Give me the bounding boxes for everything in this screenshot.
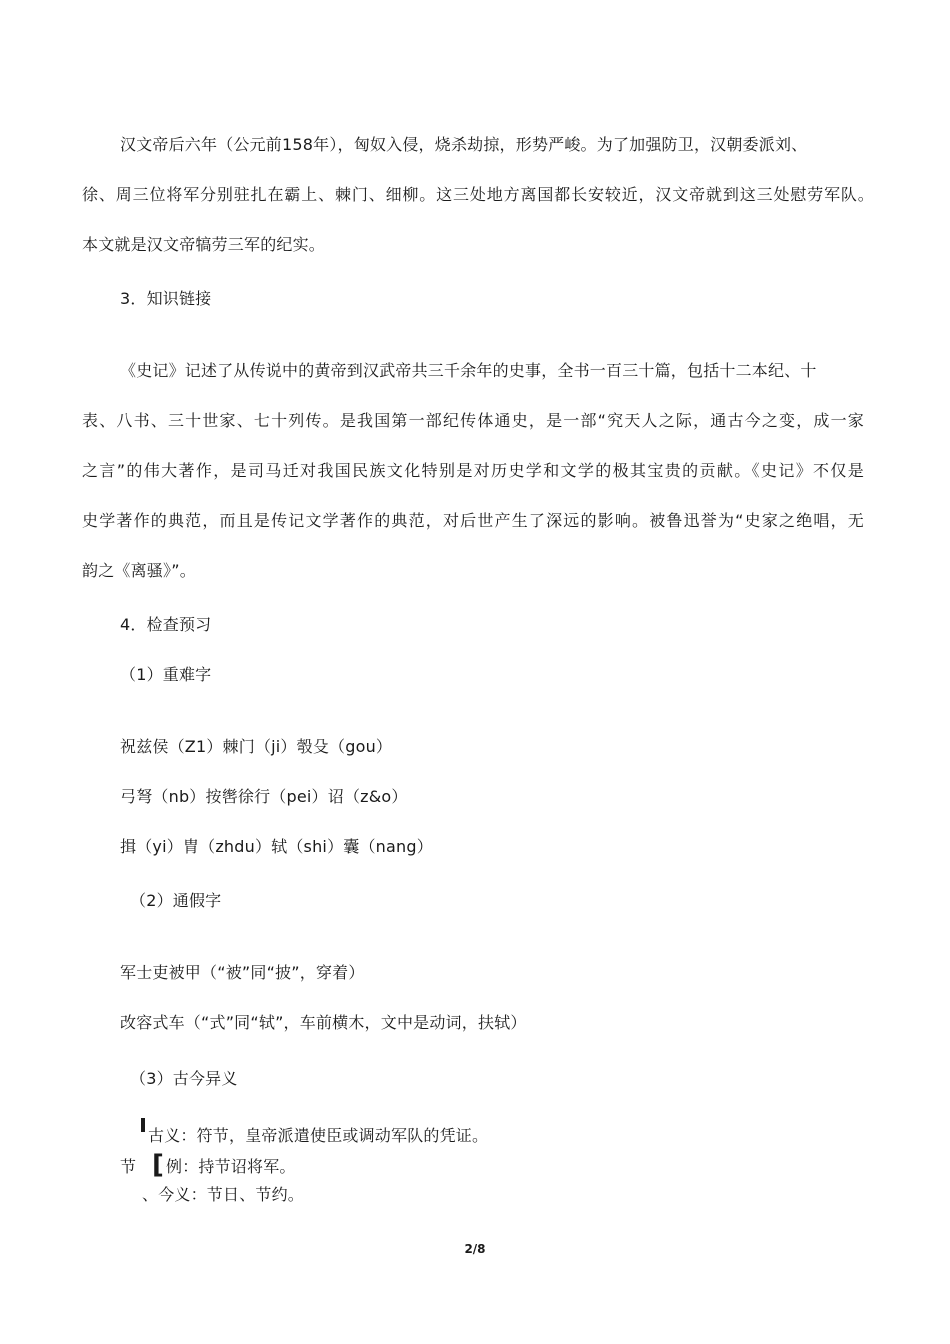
subsection-3-heading: （3）古今异义 bbox=[130, 1069, 238, 1088]
section-3-line-5: 韵之《离骚》”。 bbox=[82, 561, 196, 580]
bracket-glyph: [ bbox=[152, 1150, 164, 1180]
intro-line-2: 徐、周三位将军分别驻扎在霸上、棘门、细柳。这三处地方离国都长安较近，汉文帝就到这三处慰劳军队。 bbox=[82, 185, 874, 204]
term-jie: 节 bbox=[120, 1157, 137, 1176]
subsection-1-heading: （1）重难字 bbox=[120, 665, 212, 684]
intro-line-3: 本文就是汉文帝犒劳三军的纪实。 bbox=[82, 235, 326, 254]
bracket-mark bbox=[141, 1118, 145, 1132]
difficult-chars-row-3: 揖（yi）胄（zhdu）轼（shi）囊（nang） bbox=[120, 837, 433, 856]
section-4-heading: 4．检查预习 bbox=[120, 615, 212, 634]
example-sentence: 例：持节诏将军。 bbox=[166, 1157, 296, 1176]
difficult-chars-row-1: 祝兹侯（Z1）棘门（ji）彀殳（gou） bbox=[120, 737, 393, 756]
section-3-heading: 3．知识链接 bbox=[120, 289, 212, 308]
section-3-line-2: 表、八书、三十世家、七十列传。是我国第一部纪传体通史，是一部“究天人之际，通古今之变，成一家 bbox=[82, 411, 864, 430]
loan-chars-row-2: 改容式车（“式”同“轼”，车前横木，文中是动词，扶轼） bbox=[120, 1013, 527, 1032]
intro-line-1: 汉文帝后六年（公元前158年），匈奴入侵，烧杀劫掠，形势严峻。为了加强防卫，汉朝委派刘、 bbox=[120, 135, 808, 154]
ancient-meaning: 古义：符节，皇帝派遣使臣或调动军队的凭证。 bbox=[148, 1126, 489, 1145]
page-number: 2/8 bbox=[464, 1242, 486, 1256]
difficult-chars-row-2: 弓弩（nb）按辔徐行（pei）诏（z&o） bbox=[120, 787, 408, 806]
loan-chars-row-1: 军士吏被甲（“被”同“披”，穿着） bbox=[120, 963, 365, 982]
subsection-2-heading: （2）通假字 bbox=[130, 891, 222, 910]
section-3-line-4: 史学著作的典范，而且是传记文学著作的典范，对后世产生了深远的影响。被鲁迅誉为“史家之绝唱，无 bbox=[82, 511, 864, 530]
section-3-line-1: 《史记》记述了从传说中的黄帝到汉武帝共三千余年的史事，全书一百三十篇，包括十二本纪、十 bbox=[120, 361, 817, 380]
section-3-line-3: 之言”的伟大著作，是司马迁对我国民族文化特别是对历史学和文学的极其宝贵的贡献。《史记》不仅是 bbox=[82, 461, 864, 480]
modern-meaning: 、今义：节日、节约。 bbox=[142, 1185, 305, 1204]
